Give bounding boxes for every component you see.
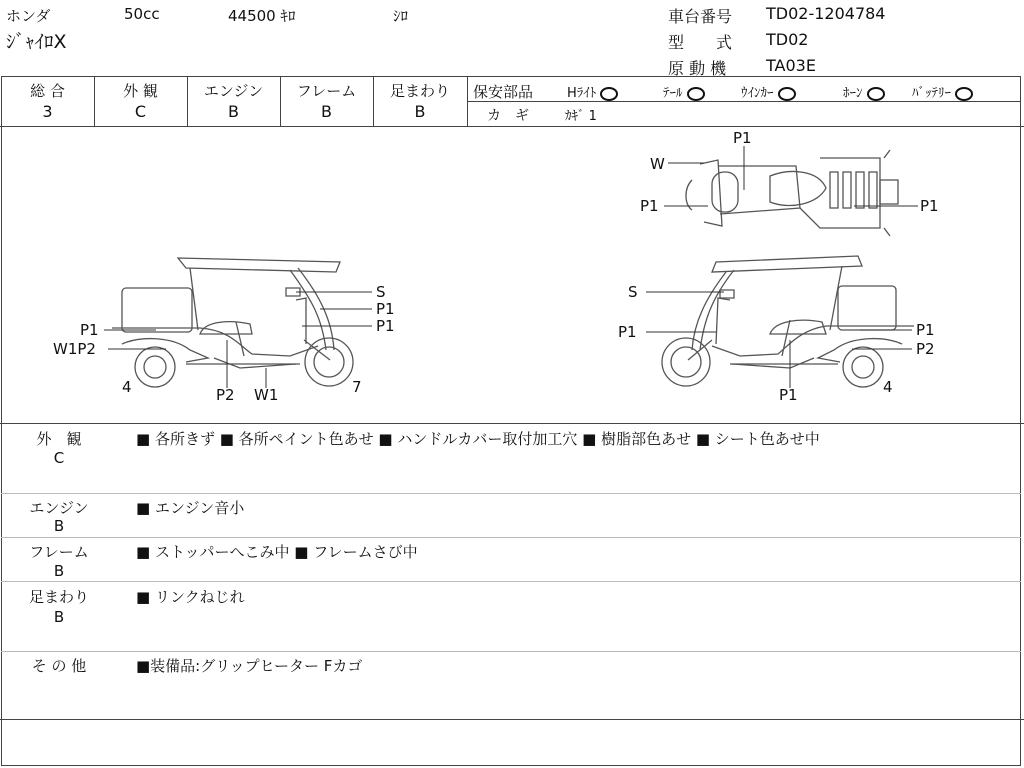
remark-label-engine: エンジン (29, 499, 89, 517)
damage-label: P1 (779, 386, 798, 404)
engine-label: 原 動 機 (668, 59, 727, 78)
remark-label-suspension: 足まわり (28, 588, 89, 606)
remark-label-frame: フレーム (29, 543, 89, 561)
mileage: 44500 ｷﾛ (228, 7, 296, 25)
model-name: ｼﾞｬｲﾛX (6, 31, 67, 53)
damage-label: P1 (916, 321, 935, 339)
grade-engine-label: エンジン (203, 82, 264, 100)
remark-grade-suspension: B (53, 608, 65, 626)
damage-label: P1 (733, 129, 752, 147)
damage-label: P2 (916, 340, 935, 358)
remark-grade-frame: B (53, 562, 65, 580)
remark-grade-engine: B (53, 517, 65, 535)
safety-label: 保安部品 (473, 83, 534, 101)
damage-label: P1 (376, 317, 395, 335)
grade-exterior-label: 外 観 (123, 82, 158, 100)
remark-text-engine: ■ エンジン音小 (136, 499, 245, 517)
color: ｼﾛ (393, 7, 409, 25)
grade-overall-label: 総 合 (30, 82, 65, 100)
remark-text-suspension: ■ リンクねじれ (136, 588, 245, 606)
remark-text-exterior: ■ 各所きず ■ 各所ペイント色あせ ■ ハンドルカバー取付加工穴 ■ 樹脂部色あせ ■ シート色あせ中 (136, 430, 820, 448)
grade-frame-value: B (321, 102, 332, 121)
leader-lines (104, 146, 918, 388)
type-value: TD02 (766, 30, 809, 49)
scooter-right-view (662, 256, 914, 387)
frame-no: TD02-1204784 (766, 4, 886, 23)
damage-label: P1 (920, 197, 939, 215)
damage-label: W (650, 155, 665, 173)
scooter-left-view (112, 258, 353, 387)
damage-label: 4 (883, 378, 893, 396)
grade-exterior-value: C (134, 102, 147, 121)
grade-suspension-label: 足まわり (389, 82, 450, 100)
damage-label: P1 (618, 323, 637, 341)
safety-item: Hﾗｲﾄ (567, 82, 618, 101)
damage-label: P2 (216, 386, 235, 404)
displacement: 50cc (124, 5, 160, 23)
grade-overall-value: 3 (42, 102, 53, 121)
damage-label: P1 (80, 321, 99, 339)
damage-label: S (628, 283, 638, 301)
remark-label-other: そ の 他 (31, 657, 87, 675)
remark-text-frame: ■ ストッパーへこみ中 ■ フレームさび中 (136, 543, 418, 561)
damage-label: S (376, 283, 386, 301)
remark-text-other: ■装備品:グリップヒーター Fカゴ (136, 657, 363, 675)
grade-engine-value: B (228, 102, 239, 121)
maker: ホンダ (6, 7, 51, 25)
damage-label: P1 (376, 300, 395, 318)
safety-item: ﾃｰﾙ (663, 82, 705, 101)
frame-no-label: 車台番号 (668, 7, 733, 26)
safety-item: ﾊﾞｯﾃﾘｰ (912, 82, 973, 101)
damage-label: W1 (254, 386, 279, 404)
damage-label: W1P2 (53, 340, 96, 358)
grade-suspension-value: B (414, 102, 426, 121)
damage-label: P1 (640, 197, 659, 215)
damage-label: 7 (352, 378, 362, 396)
type-label: 型 式 (668, 33, 733, 52)
remark-grade-exterior: C (53, 449, 65, 467)
scooter-top-view (686, 150, 898, 236)
damage-label: 4 (122, 378, 132, 396)
safety-item: ﾎｰﾝ (843, 82, 885, 101)
remark-label-exterior: 外 観 (36, 430, 82, 448)
key-label: カ ギ (487, 108, 529, 124)
key-value: ｶｷﾞ 1 (565, 109, 597, 124)
engine-value: TA03E (766, 56, 816, 75)
grade-frame-label: フレーム (296, 82, 357, 100)
safety-item: ｳｲﾝｶｰ (741, 82, 796, 101)
